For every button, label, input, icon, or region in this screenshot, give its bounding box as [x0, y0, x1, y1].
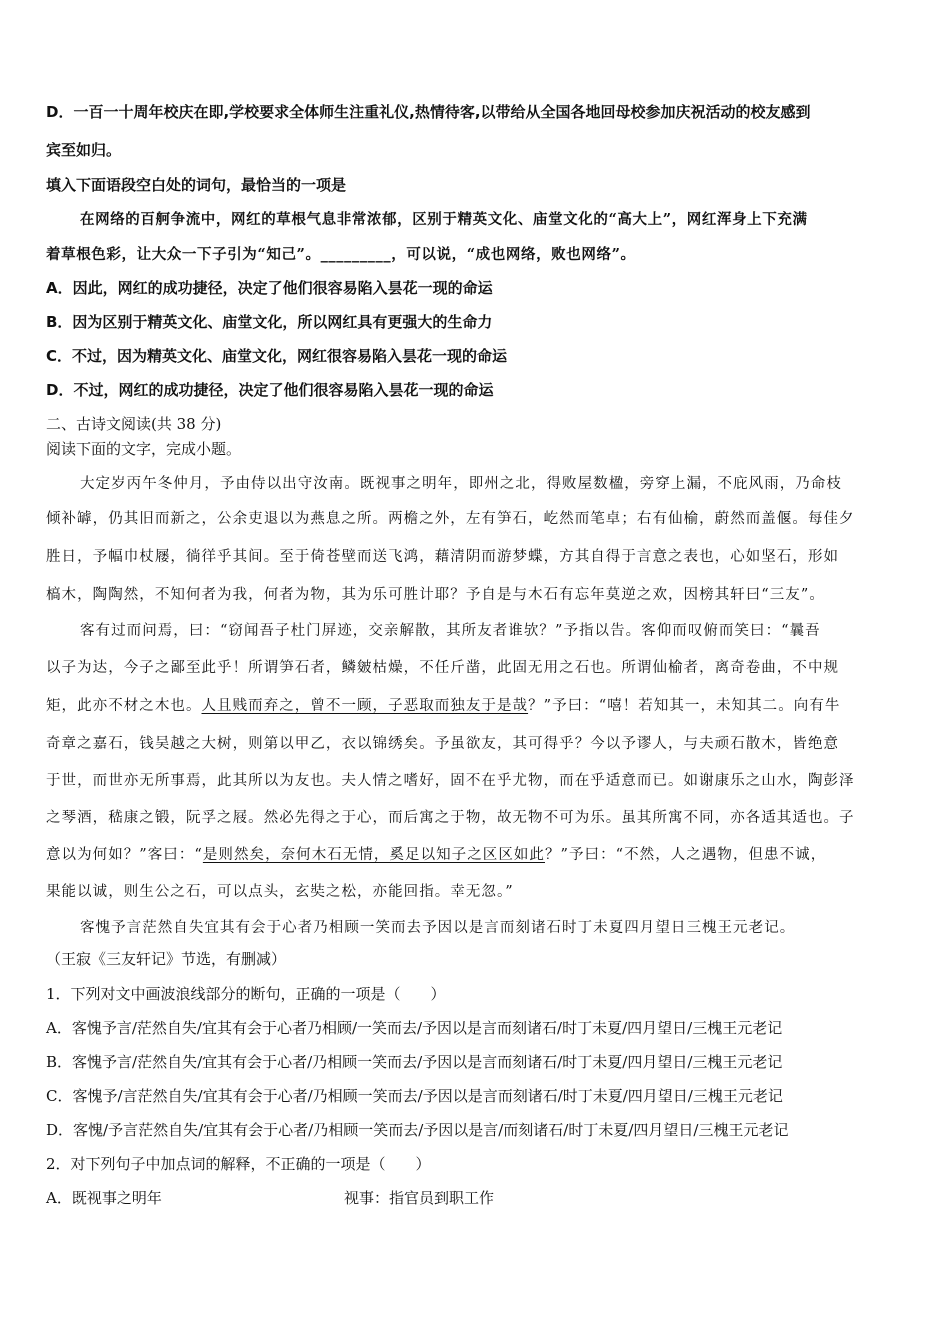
passage-text: ？”予曰：“嘻！若知其一，未知其二。向有牛: [528, 698, 841, 714]
passage-text: ？”予曰：“不然，人之遇物，但患不诚，: [544, 847, 827, 863]
passage-source: （王寂《三友轩记》节选，有删减）: [46, 950, 287, 968]
q1-option-a: A．客愧予言/茫然自失/宜其有会于心者乃相顾/一笑而去/予因以是言而刻诸石/时丁未夏/四月望日/三槐王元老记: [46, 1019, 783, 1037]
passage-p2-line2: 以子为达，今子之鄙至此乎！所谓笋石者，鳞皴枯燥，不任斤凿，此固无用之石也。所谓仙榆者，离奇卷曲，不中规: [46, 660, 840, 676]
passage-p2-line1: 客有过而问焉，曰：“窃闻吾子杜门屏迹，交亲解散，其所友者谁欤？”予指以告。客仰而叹俯而笑曰：“曩吾: [80, 623, 821, 639]
q1-stem: 1．下列对文中画波浪线部分的断句，正确的一项是（ ）: [46, 985, 446, 1003]
q2-option-a-gloss: 视事：指官员到职工作: [344, 1189, 495, 1207]
passage-text: 意以为何如？”客曰：“: [46, 847, 203, 863]
prev-option-d-line1: D．一百一十周年校庆在即,学校要求全体师生注重礼仪,热情待客,以带给从全国各地回母校参加庆祝活动的校友感到: [46, 103, 811, 121]
q2-option-a: [46, 1187, 495, 1208]
fill-passage-line2: 着草根色彩，让大众一下子引为“知己”。_________，可以说，“成也网络，败也网络”。: [46, 246, 636, 263]
wavy-underline-sentence-1: 人且贱而弃之，曾不一顾，子恶取而独友于是哉: [201, 698, 529, 714]
fill-passage-line1: 在网络的百舸争流中，网红的草根气息非常浓郁，区别于精英文化、庙堂文化的“高大上”，网红浑身上下充满: [80, 211, 808, 228]
wavy-underline-sentence-2: 是则然矣，奈何木石无情，奚足以知子之区区如此: [202, 847, 545, 863]
fill-option-b: B．因为区别于精英文化、庙堂文化，所以网红具有更强大的生命力: [46, 313, 493, 331]
q1-option-b: B．客愧予言/茫然自失/宜其有会于心者/乃相顾一笑而去/予因以是言而刻诸石/时丁未夏/四月望日/三槐王元老记: [46, 1053, 783, 1071]
passage-p2-line4: 奇章之嘉石，钱吴越之大树，则第以甲乙，衣以锦绣矣。予虽欲友，其可得乎？今以予谬人，与夫顽石散木，皆绝意: [46, 736, 840, 752]
passage-p1-line3: 胜日，予幅巾杖屦，徜徉乎其间。至于倚苍壁而送飞鸿，藉清阴而游梦蝶，方其自得于言意之表也，心如坚石，形如: [46, 549, 840, 565]
q1-option-c: C．客愧予/言茫然自失/宜其有会于心者/乃相顾一笑而去/予因以是言而刻诸石/时丁未夏/四月望日/三槐王元老记: [46, 1087, 783, 1105]
q2-option-a-phrase: A．既视事之明年: [46, 1189, 162, 1207]
passage-p2-line5: 于世，而世亦无所事焉，此其所以为友也。夫人情之嗜好，固不在乎尤物，而在乎适意而已。如谢康乐之山水，陶彭泽: [46, 773, 855, 789]
section-heading: 二、古诗文阅读(共 38 分): [46, 415, 222, 433]
passage-p2-line3: [46, 694, 840, 715]
passage-p3: 客愧予言茫然自失宜其有会于心者乃相顾一笑而去予因以是言而刻诸石时丁未夏四月望日三槐王元老记。: [80, 920, 796, 936]
fill-option-d: D．不过，网红的成功捷径，决定了他们很容易陷入昙花一现的命运: [46, 381, 494, 399]
prev-option-d-line2: 宾至如归。: [46, 141, 122, 159]
passage-p1-line4: 槁木，陶陶然，不知何者为我，何者为物，其为乐可胜计耶？予自是与木石有忘年莫逆之欢，因榜其轩曰“三友”。: [46, 587, 825, 603]
fill-option-c: C．不过，因为精英文化、庙堂文化，网红很容易陷入昙花一现的命运: [46, 347, 508, 365]
fill-question-stem: 填入下面语段空白处的词句，最恰当的一项是: [46, 176, 347, 194]
passage-text: 矩，此亦不材之木也。: [46, 698, 202, 714]
q2-stem: 2．对下列句子中加点词的解释，不正确的一项是（ ）: [46, 1155, 431, 1173]
fill-option-a: A．因此，网红的成功捷径，决定了他们很容易陷入昙花一现的命运: [46, 279, 493, 297]
passage-p2-line8: 果能以诚，则生公之石，可以点头，玄奘之松，亦能回指。幸无忽。”: [46, 884, 514, 900]
passage-p2-line7: [46, 843, 826, 864]
passage-p1-line2: 倾补罅，仍其旧而新之，公余吏退以为燕息之所。两檐之外，左有笋石，屹然而笔卓；右有仙榆，蔚然而盖偃。每佳夕: [46, 511, 855, 527]
section-instruction: 阅读下面的文字，完成小题。: [46, 440, 242, 458]
passage-p2-line6: 之琴酒，嵇康之锻，阮孚之屐。然必先得之于心，而后寓之于物，故无物不可为乐。虽其所寓不同，亦各适其适也。子: [46, 810, 855, 826]
passage-p1-line1: 大定岁丙午冬仲月，予由侍以出守汝南。既视事之明年，即州之北，得败屋数楹，旁穿上漏，不庇风雨，乃命枝: [80, 476, 842, 492]
q1-option-d: D．客愧/予言茫然自失/宜其有会于心者/乃相顾一笑而去/予因以是言/而刻诸石/时丁未夏/四月望日/三槐王元老记: [46, 1121, 789, 1139]
